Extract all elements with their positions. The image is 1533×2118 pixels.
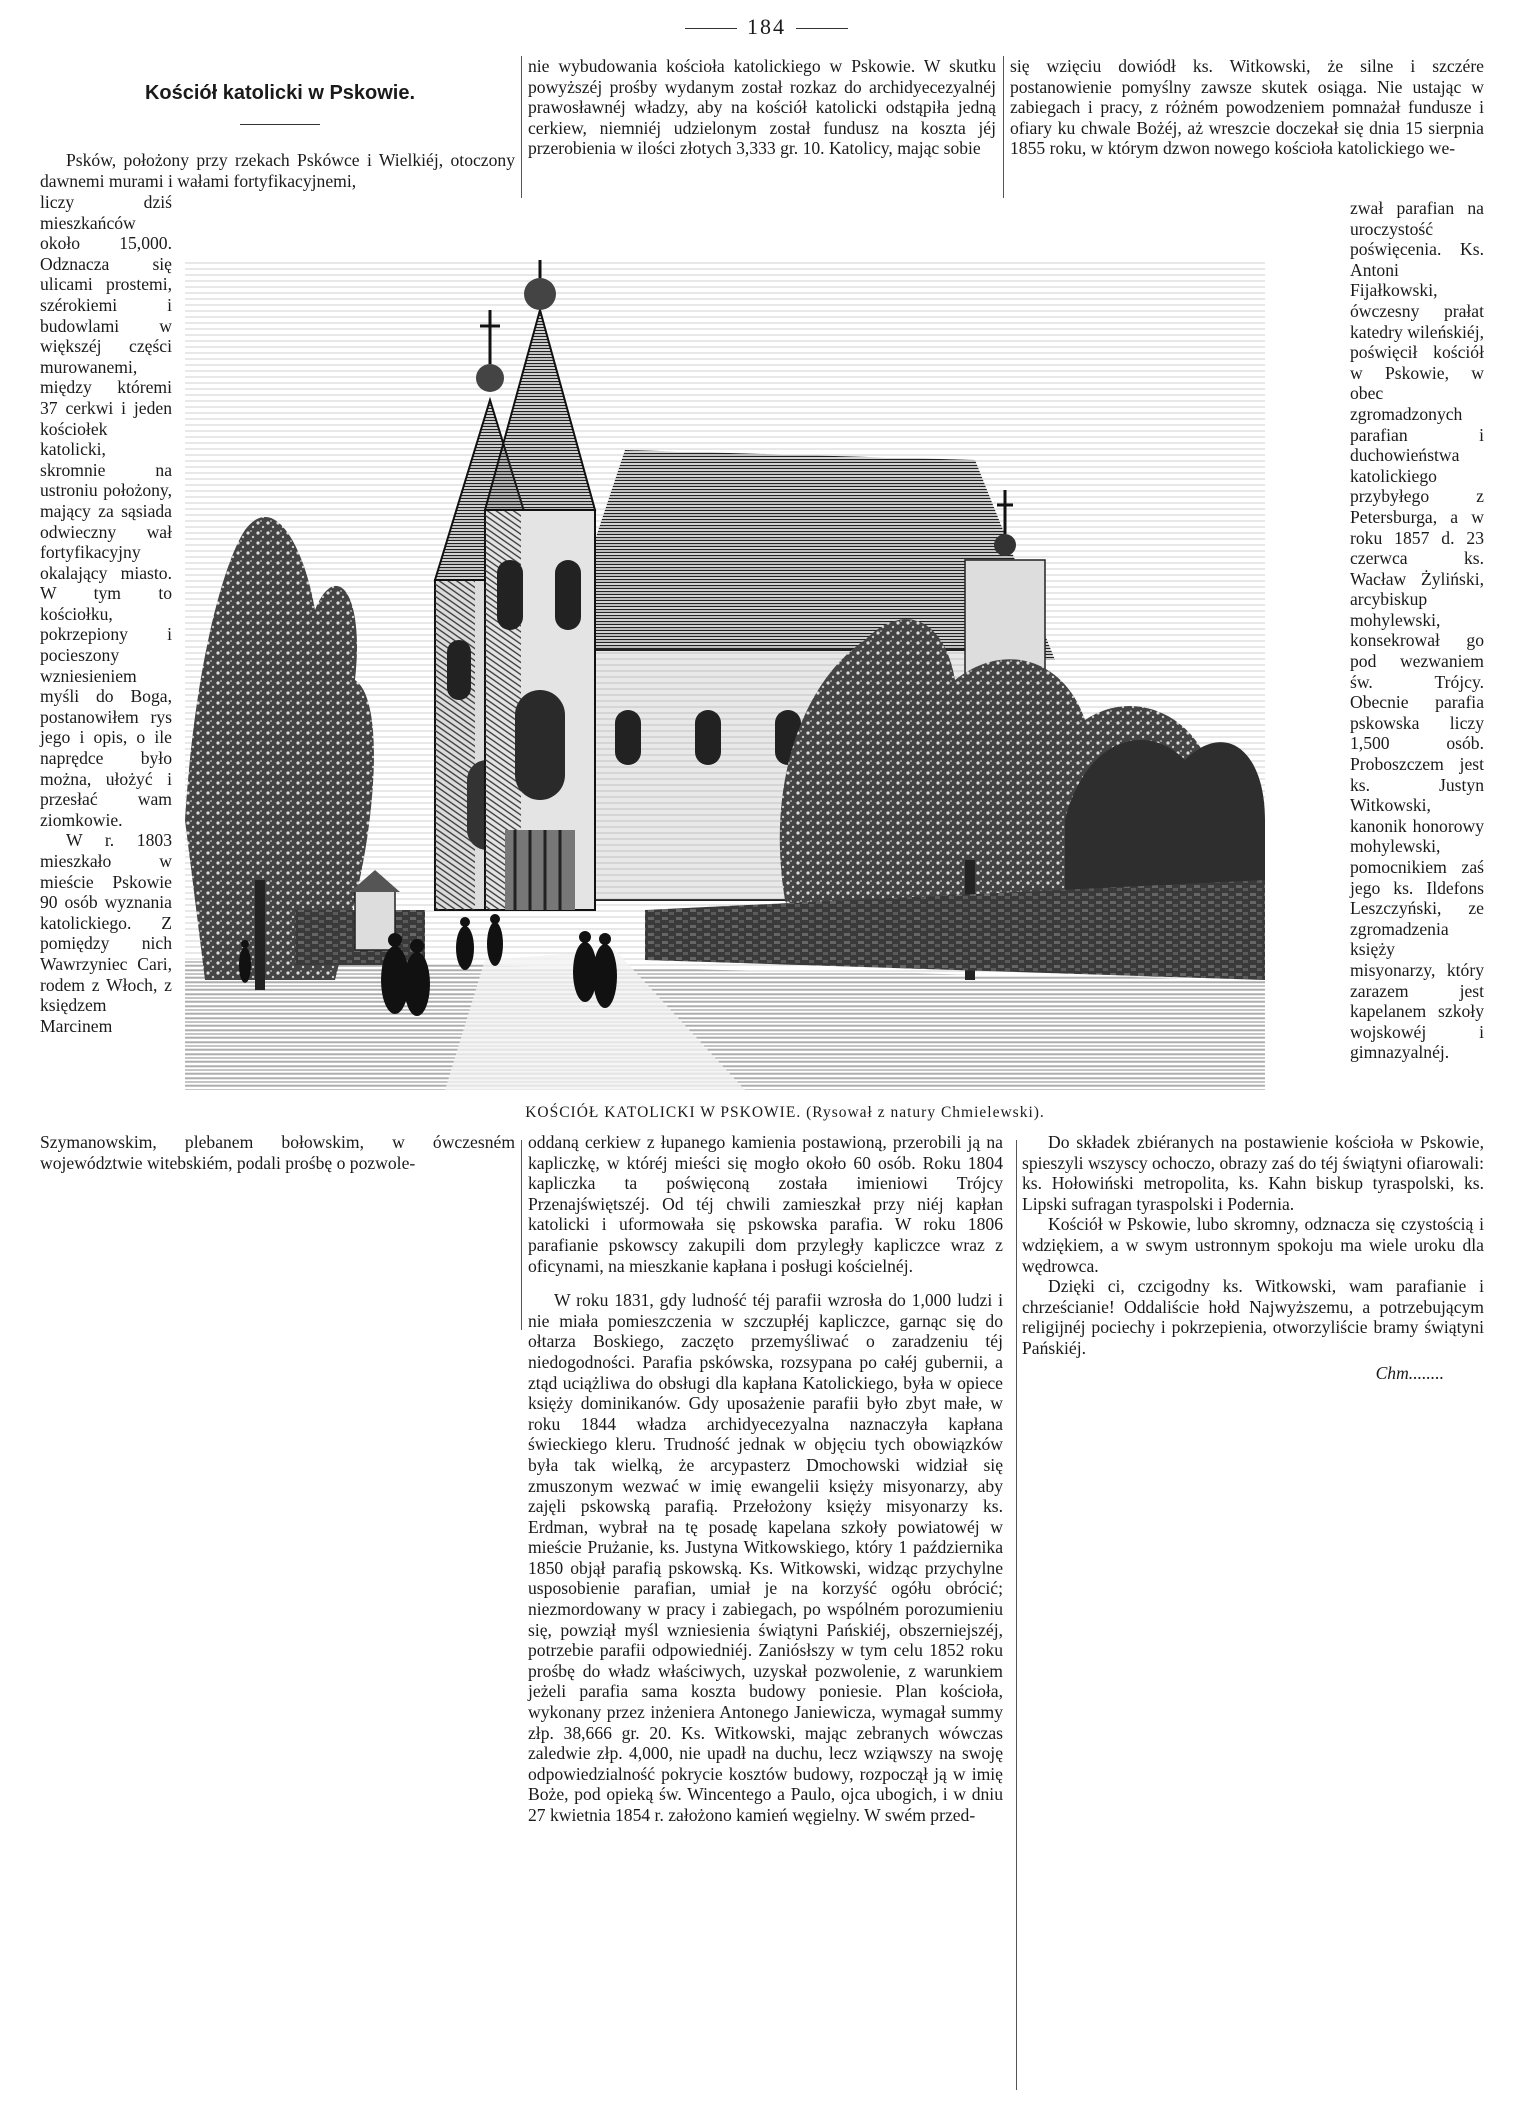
title-rule — [240, 124, 320, 125]
column-rule — [1003, 56, 1004, 198]
article-title: Kościół katolicki w Pskowie. — [144, 82, 416, 104]
church-illustration — [185, 260, 1265, 1090]
page-number: 184 — [0, 14, 1533, 40]
col1-narrow: liczy dziś mieszkańców około 15,000. Odznacza się ulicami prostemi, szérokiemi i budowlami w większéj części murowanemi, między któremi 37 cerkwi i jeden kościołek katolicki, skromnie na ustroniu położony, mający za sąsiada odwieczny wał fortyfikacyjny okalający miasto. W tym to kościołku, pokrzepiony i pocieszony wzniesieniem myśli do Boga, postanowiłem rys jego i opis, o ile naprędce było można, ułożyć i przesłać wam ziomkowie. W r. 1803 mieszkało w mieście Pskowie 90 osób wyznania katolickiego. Z pomiędzy nich Wawrzyniec Cari, rodem z Włoch, z księdzem Marcinem — [40, 192, 172, 1036]
column-rule — [1016, 1140, 1017, 2090]
col3-top: się wzięciu dowiódł ks. Witkowski, że silne i szczére postanowienie pomyślny zawsze skutek osiąga. Nie ustając w zabiegach i pracy, z różném powodzeniem pomnażał fundusze i ofiary ku chwale Bożéj, aż wreszcie doczekał się dnia 15 sierpnia 1855 roku, w którym dzwon nowego kościoła katolickiego we- — [1010, 56, 1484, 159]
column-rule — [521, 1140, 522, 1330]
col2-top: nie wybudowania kościoła katolickiego w Pskowie. W skutku powyższéj prośby wydanym został rozkaz do archidyecezyalnéj prawosławnéj władzy, aby na kościół katolicki odstąpiła jedną cerkiew, niemniéj udzielonym został fundusz na koszta jéj przerobienia w ilości złotych 3,333 gr. 10. Katolicy, mając sobie — [528, 56, 996, 159]
col1-intro: Psków, położony przy rzekach Pskówce i Wielkiéj, otoczony dawnemi murami i wałami fortyfikacyjnemi, — [40, 150, 515, 191]
column-rule — [521, 56, 522, 198]
signature: Chm........ — [1375, 1362, 1444, 1383]
col3-narrow: zwał parafian na uroczystość poświęcenia. Ks. Antoni Fijałkowski, ówczesny prałat katedry wileńskiéj, poświęcił kościół w Pskowie, w obec zgromadzonych parafian i duchowieństwa katolickiego przybyłego z Petersburga, a w roku 1857 d. 23 czerwca ks. Wacław Żyliński, arcybiskup mohylewski, konsekrował go pod wezwaniem św. Trójcy. Obecnie parafia pskowska liczy 1,500 osób. Proboszczem jest ks. Justyn Witkowski, kanonik honorowy mohylewski, pomocnikiem zaś jego ks. Ildefons Leszczyński, ze zgromadzenia księży misyonarzy, który zarazem jest kapelanem szkoły wojskowéj i gimnazyalnéj. — [1350, 198, 1484, 1063]
col2-bottom: oddaną cerkiew z łupanego kamienia postawioną, przerobili ją na kapliczkę, w któréj mieści się mogło około 60 osób. Roku 1804 kapliczka ta poświęconą została imieniowi Trójcy Przenajświętszéj. Od téj chwili zamieszkał przy niéj kapłan katolicki i uformowała się pskowska parafia. W roku 1806 parafianie pskowscy zakupili dom przyległy kapliczce wraz z oficynami, na mieszkanie kapłana i posługi kościelnéj. W roku 1831, gdy ludność téj parafii wzrosła do 1,000 ludzi i nie miała pomieszczenia w szczupłéj kapliczce, garnąc się do ołtarza Boskiego, zaczęto przemyśliwać o zaradzeniu téj niedogodności. Parafia pskówska, rozsypana po całéj gubernii, a ztąd uciążliwa do obsługi dla kapłana Katolickiego, była w opiece księży dominikanów. Gdy uposażenie parafii było zbyt małe, w roku 1844 władza archidyecezyalna naznaczyła kapłana świeckiego kleru. Trudność jednak w objęciu tych obowiązków była tak wielką, że arcypasterz Dmochowski widział się zmuszonym wezwać w imię ewangelii księży misyonarzy, aby zajęli pskowską parafią. Przełożony księży misyonarzy ks. Erdman, wybrał na tę posadę kapelana szkoły powiatowéj w mieście Prużanie, ks. Justyna Witkowskiego, który 1 października 1850 objął parafią pskowską. Ks. Witkowski, widząc przychylne usposobienie parafian, umiał je na korzyść ogółu obrócić; niezmordowany w pracy i zabiegach, po wspólném porozumieniu się, powziął myśl wzniesienia świątyni Pańskiéj, obszerniejszéj, potrzebie parafii odpowiedniéj. Zaniósłszy w tym celu 1852 roku prośbę do władz właściwych, uzyskał pozwolenie, z warunkiem jeżeli parafia sama koszta budowy poniesie. Plan kościoła, wykonany przez inżeniera Antonego Janiewicza, wymagał summy złp. 38,666 gr. 20. Ks. Witkowski, mając zebranych wówczas zaledwie złp. 4,000, nie upadł na duchu, lecz wziąwszy na swoję odpowiedzialność pokrycie kosztów budowy, rozpoczął ją w imię Boże, pod opieką św. Wincentego a Paulo, ojca ubogich, i w dniu 27 kwietnia 1854 r. założono kamień węgielny. W swém przed- — [528, 1132, 1003, 1825]
figure-caption: KOŚCIÓŁ KATOLICKI W PSKOWIE. (Rysował z natury Chmielewski). — [525, 1104, 1045, 1121]
col1-bottom: Szymanowskim, plebanem bołowskim, w ówczesném województwie witebskiém, podali prośbę o pozwole- — [40, 1132, 515, 1173]
col3-bottom: Do składek zbiéranych na postawienie kościoła w Pskowie, spieszyli wszyscy ochoczo, obrazy zaś do téj świątyni ofiarowali: ks. Hołowiński metropolita, ks. Kahn biskup tyraspolski, ks. Lipski sufragan tyraspolski i Podernia. Kościół w Pskowie, lubo skromny, odznacza się czystością i wdziękiem, a w swym ustronnym spokoju ma wiele uroku dla wędrowca. Dzięki ci, czcigodny ks. Witkowski, wam parafianie i chrześcianie! Oddaliście hołd Najwyższemu, a potrzebującym religijnéj pociechy i pokrzepienia, otworzyliście bramy świątyni Pańskiéj. Chm........ — [1022, 1132, 1484, 1383]
